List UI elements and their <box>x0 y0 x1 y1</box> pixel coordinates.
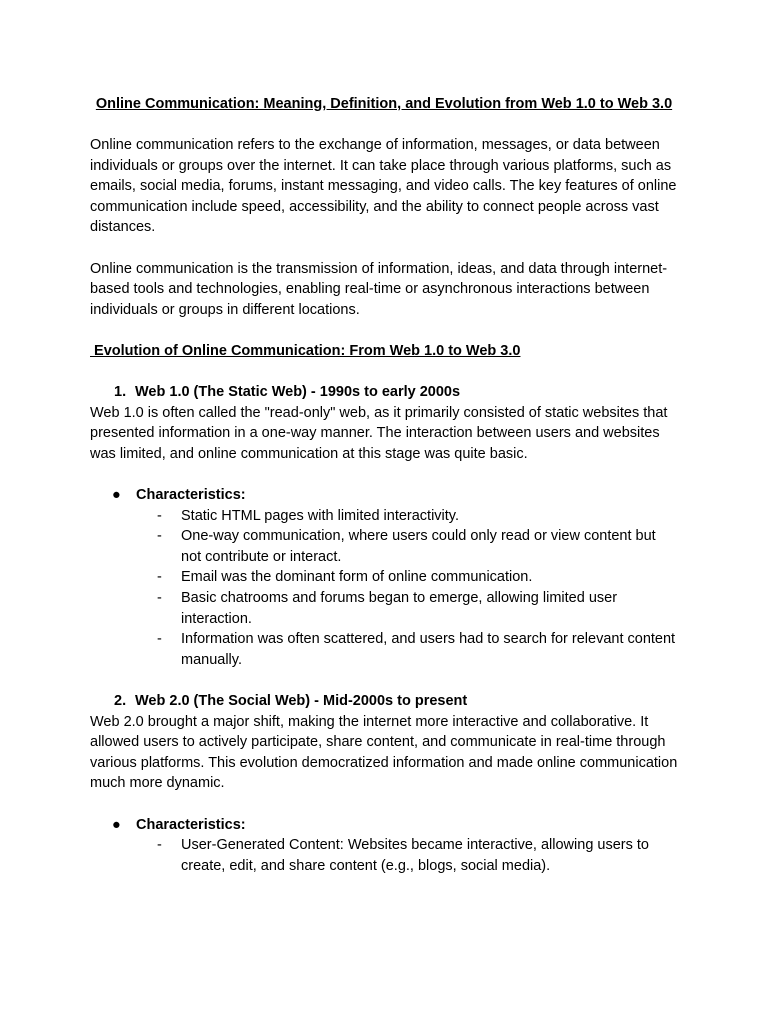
characteristics-bullet <box>90 485 678 506</box>
dash-icon: - <box>157 507 162 524</box>
dash-icon: - <box>157 528 162 545</box>
intro-paragraph-meaning: Online communication refers to the exchange of information, messages, or data between individuals or groups over the internet. It can take place through various platforms, such as emails, social media, forums, instant messaging, and video calls. The key features of online communication include speed, accessibility, and the ability to connect people across vast distances. <box>90 137 677 236</box>
characteristics-list-web-2 <box>90 835 678 876</box>
dash-icon: - <box>157 837 162 854</box>
document-title: Online Communication: Meaning, Definition, and Evolution from Web 1.0 to Web 3.0 <box>95 96 673 112</box>
list-item: - Static HTML pages with limited interactivity. <box>181 506 678 527</box>
section-heading-text: Web 2.0 (The Social Web) - Mid-2000s to present <box>135 693 468 710</box>
section-heading-text: Web 1.0 (The Static Web) - 1990s to early 2000s <box>135 384 461 401</box>
list-item: - Information was often scattered, and users had to search for relevant content manually. <box>157 631 676 668</box>
section-web-1 <box>90 382 678 670</box>
characteristics-label: Characteristics: <box>136 816 246 833</box>
dash-icon: - <box>157 569 162 586</box>
section-heading-web-1 <box>90 382 678 403</box>
dash-icon: - <box>157 590 162 607</box>
list-item: - Basic chatrooms and forums began to emerge, allowing limited user interaction. <box>157 590 618 627</box>
list-item: - One-way communication, where users could only read or view content but not contribute or interact. <box>157 528 656 565</box>
section-heading-web-2 <box>90 691 678 712</box>
evolution-heading: Evolution of Online Communication: From Web 1.0 to Web 3.0 <box>90 342 521 359</box>
section-web-2 <box>90 691 678 876</box>
bullet-icon: ● <box>112 487 121 504</box>
list-item: - User-Generated Content: Websites became interactive, allowing users to create, edit, and share content (e.g., blogs, social media). <box>157 837 649 874</box>
section-number: 1. <box>114 384 127 401</box>
characteristics-bullet <box>90 815 678 836</box>
bullet-icon: ● <box>112 816 121 833</box>
intro-paragraph-definition: Online communication is the transmission of information, ideas, and data through internet-based tools and technologies, enabling real-time or asynchronous interactions between individuals or groups in different locations. <box>90 260 668 318</box>
characteristics-list-web-1 <box>90 506 678 671</box>
list-item: - Email was the dominant form of online communication. <box>181 567 678 588</box>
section-paragraph-web-2: Web 2.0 brought a major shift, making the internet more interactive and collaborative. It allowed users to actively participate, share content, and communicate in real-time through various platforms. This evolution democratized information and made online communication much more dynamic. <box>90 713 678 792</box>
dash-icon: - <box>157 631 162 648</box>
characteristics-label: Characteristics: <box>136 487 246 504</box>
section-number: 2. <box>114 693 127 710</box>
section-paragraph-web-1: Web 1.0 is often called the "read-only" web, as it primarily consisted of static websites that presented information in a one-way manner. The interaction between users and websites was limited, and online communication at this stage was quite basic. <box>90 404 668 462</box>
